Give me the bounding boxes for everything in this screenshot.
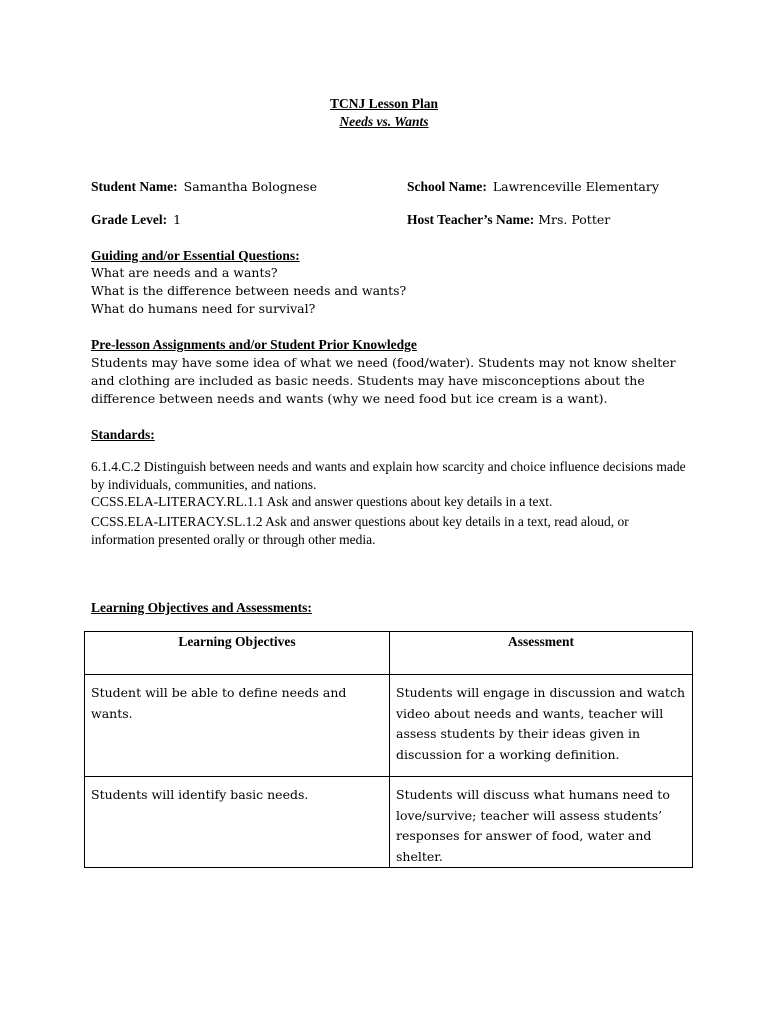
guiding-question: What do humans need for survival?: [91, 301, 316, 316]
objective-cell: [85, 777, 390, 868]
student-name-row: [91, 179, 317, 195]
table-row: [85, 675, 693, 777]
school-name-row: [407, 179, 659, 195]
standard-item: CCSS.ELA-LITERACY.SL.1.2 Ask and answer questions about key details in a text, read aloud, or information presented orally or through other media.: [91, 514, 629, 547]
table-row: [85, 777, 693, 868]
objective-cell: [85, 675, 390, 777]
table-header-row: [85, 632, 693, 675]
host-teacher-label: Host Teacher’s Name:: [407, 212, 535, 227]
standard-item: CCSS.ELA-LITERACY.RL.1.1 Ask and answer questions about key details in a text.: [91, 494, 553, 509]
standards-heading: Standards:: [91, 427, 155, 442]
grade-level-row: [91, 212, 181, 228]
grade-level-label: Grade Level:: [91, 212, 168, 227]
objective-text: Student will be able to define needs and wants.: [91, 685, 347, 721]
grade-level-value: 1: [173, 212, 182, 227]
objectives-table: [84, 631, 693, 868]
prelesson-text: Students may have some idea of what we need (food/water). Students may not know shelter and clothing are included as basic needs. Students may have misconceptions about the difference between needs and wants (why we need food but ice cream is a want).: [91, 355, 676, 406]
standard-item: 6.1.4.C.2 Distinguish between needs and wants and explain how scarcity and choice influence decisions made by individuals, communities, and nations.: [91, 459, 686, 492]
assessment-cell: [390, 777, 693, 868]
school-name-value: Lawrenceville Elementary: [492, 179, 659, 194]
column-header-objectives: Learning Objectives: [85, 632, 390, 675]
lesson-plan-subtitle: Needs vs. Wants: [339, 114, 429, 129]
guiding-question: What are needs and a wants?: [91, 265, 278, 280]
column-header-assessment: Assessment: [390, 632, 693, 675]
host-teacher-value: Mrs. Potter: [538, 212, 611, 227]
guiding-question: What is the difference between needs and wants?: [91, 283, 407, 298]
host-teacher-row: [407, 212, 610, 228]
objectives-heading: Learning Objectives and Assessments:: [91, 600, 312, 615]
student-name-label: Student Name:: [91, 179, 178, 194]
assessment-text: Students will discuss what humans need to love/survive; teacher will assess students’ responses for answer of food, water and shelter.: [396, 787, 670, 864]
lesson-plan-title: TCNJ Lesson Plan: [329, 96, 439, 111]
assessment-text: Students will engage in discussion and watch video about needs and wants, teacher will assess students by their ideas given in discussion for a working definition.: [396, 685, 686, 762]
school-name-label: School Name:: [407, 179, 487, 194]
assessment-cell: [390, 675, 693, 777]
student-name-value: Samantha Bolognese: [183, 179, 317, 194]
prelesson-heading: Pre-lesson Assignments and/or Student Prior Knowledge: [91, 337, 417, 352]
objective-text: Students will identify basic needs.: [91, 787, 309, 802]
guiding-questions-heading: Guiding and/or Essential Questions:: [91, 248, 300, 263]
